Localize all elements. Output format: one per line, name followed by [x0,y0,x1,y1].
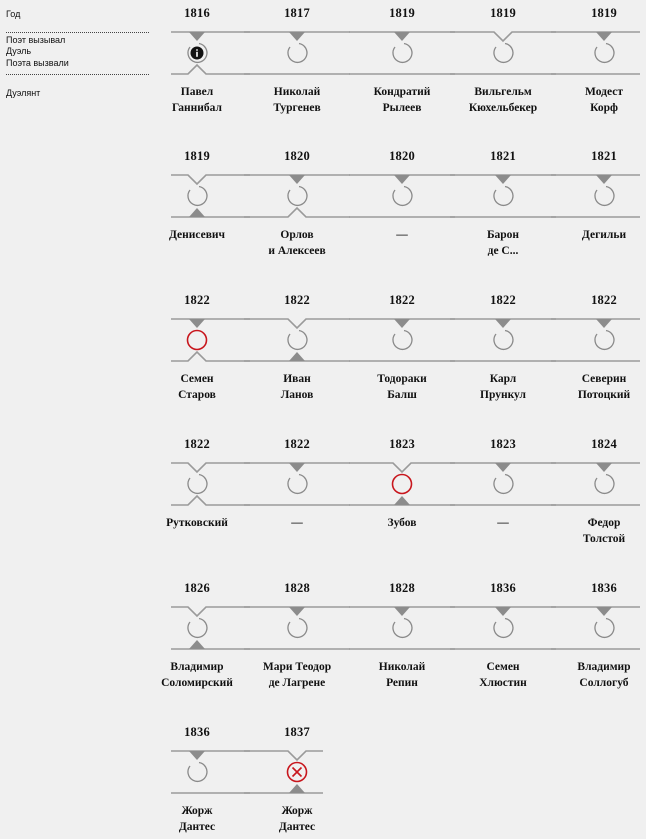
duel-opponent-name: Николай Репин [378,661,426,689]
duel-circle [595,331,614,350]
duel-opponent-name: Карл Прункул [480,373,526,401]
duel-graphic [247,171,347,223]
poet-challenged-marker [596,32,612,41]
duel-item[interactable] [247,287,347,425]
poet-challenged-marker [596,319,612,328]
duel-graphic [554,603,646,655]
duel-graphic [352,28,452,80]
duel-year: 1821 [490,149,516,163]
bottom-line [171,496,250,505]
duel-opponent-name: Вильгельм Кюхельбекер [468,86,538,114]
duel-year: 1822 [184,437,210,451]
duel-circle [188,763,207,782]
duel-year: 1822 [591,293,617,307]
duel-circle [288,475,307,494]
poet-challenged-marker [289,607,305,616]
top-line [349,463,455,472]
bottom-line [171,65,250,74]
duel-graphic [352,459,452,511]
duel-graphic [247,603,347,655]
duel-opponent-name: Кондратий Рылеев [373,86,431,114]
duel-item[interactable] [352,287,452,425]
duel-item[interactable] [352,575,452,713]
duel-item[interactable] [247,719,347,839]
duel-opponent-name: Северин Потоцкий [577,373,631,401]
duel-opponent-name: — [291,517,303,529]
duel-year: 1822 [284,437,310,451]
duel-item[interactable] [147,431,247,569]
duel-circle [494,619,513,638]
duel-item[interactable] [453,287,553,425]
duel-item[interactable] [453,575,553,713]
duel-item[interactable] [554,287,646,425]
duel-item[interactable] [453,431,553,569]
duel-year: 1820 [284,149,310,163]
poet-was-challenged-marker [189,640,205,649]
bottom-line [244,208,350,217]
duel-item[interactable] [247,431,347,569]
duel-item[interactable] [147,143,247,281]
info-icon [191,47,204,60]
duel-opponent-name: Мари Теодор де Лагрене [262,661,332,689]
duel-year: 1823 [389,437,415,451]
poet-was-challenged-marker [189,208,205,217]
duel-circle [595,44,614,63]
duel-graphic [147,171,247,223]
duel-item[interactable] [247,143,347,281]
duel-item[interactable] [554,0,646,138]
duel-opponent-name: Тодораки Балш [377,373,427,401]
duel-opponent-name: Модест Корф [585,86,623,114]
duel-opponent-name: Владимир Соллогуб [577,661,631,689]
duel-item[interactable] [247,575,347,713]
duel-opponent-name: — [497,517,509,529]
duel-graphic [352,171,452,223]
poet-challenged-marker [596,463,612,472]
duel-item[interactable] [352,431,452,569]
duel-year: 1821 [591,149,617,163]
duel-graphic [247,315,347,367]
duel-graphic [147,747,247,799]
legend-poet-challenged: Поэт вызывал [6,35,66,45]
duel-circle [288,44,307,63]
legend-duel: Дуэль [6,46,32,56]
duel-year: 1817 [284,6,310,20]
legend-poet-was-challenged: Поэта вызвали [6,58,69,68]
duel-item[interactable] [147,575,247,713]
duel-year: 1837 [284,725,310,739]
duel-opponent-name: Федор Толстой [582,517,626,545]
duel-year: 1819 [184,149,210,163]
poet-challenged-marker [289,463,305,472]
duel-graphic [247,747,347,799]
duel-circle [595,475,614,494]
duel-graphic [453,459,553,511]
duel-circle [494,331,513,350]
duel-opponent-name: Денисевич [168,229,226,241]
duel-graphic [554,171,646,223]
duel-year: 1836 [591,581,617,595]
duel-graphic [352,315,452,367]
top-line [244,751,323,760]
duel-item[interactable] [453,0,553,138]
top-line [171,607,250,616]
duel-opponent-name: Орлов и Алексеев [268,229,326,257]
poet-challenged-marker [495,319,511,328]
duel-opponent-name: Павел Ганнибал [172,86,222,114]
duel-opponent-name: Семен Хлюстин [479,661,527,689]
duel-graphic [453,171,553,223]
poet-challenged-marker [189,32,205,41]
duel-opponent-name: Николай Тургенев [273,86,321,114]
poet-challenged-marker [596,175,612,184]
poet-challenged-marker [189,751,205,760]
duel-graphic [147,603,247,655]
duel-circle [595,619,614,638]
duel-year: 1819 [490,6,516,20]
poet-challenged-marker [495,607,511,616]
poet-was-challenged-marker [394,496,410,505]
duel-graphic [247,459,347,511]
duel-opponent-name: Жорж Дантес [178,805,216,833]
duel-year: 1819 [591,6,617,20]
duel-opponent-name: Зубов [387,517,417,529]
duel-year: 1820 [389,149,415,163]
duel-item[interactable] [147,0,247,138]
duel-circle [188,331,207,350]
duel-year: 1822 [184,293,210,307]
poet-challenged-marker [394,175,410,184]
duel-opponent-name: Иван Ланов [280,373,314,401]
duel-year: 1816 [184,6,210,20]
duel-opponent-name: Барон де С... [486,229,520,257]
duel-graphic [554,28,646,80]
duel-opponent-name: — [396,229,408,241]
duel-year: 1826 [184,581,210,595]
poet-challenged-marker [289,175,305,184]
duel-graphic [453,315,553,367]
duel-item[interactable] [352,0,452,138]
duel-item[interactable] [247,0,347,138]
poet-challenged-marker [394,607,410,616]
duel-graphic [247,28,347,80]
duel-item[interactable] [147,719,247,839]
duel-circle [494,187,513,206]
duel-year: 1836 [184,725,210,739]
duel-graphic [554,459,646,511]
duel-circle [188,475,207,494]
poet-challenged-marker [596,607,612,616]
poet-challenged-marker [495,463,511,472]
duel-opponent-name: Жорж Дантес [278,805,316,833]
legend-year-label: Год [6,9,21,19]
duel-opponent-name: Дегильи [581,229,627,241]
duel-opponent-name: Семен Старов [178,373,216,401]
duel-graphic [352,603,452,655]
poet-challenged-marker [289,32,305,41]
duel-circle [393,619,412,638]
top-line [171,175,250,184]
duel-graphic [147,28,247,80]
duel-item[interactable] [453,143,553,281]
duel-year: 1822 [284,293,310,307]
duel-graphic [554,315,646,367]
duel-year: 1819 [389,6,415,20]
poet-was-challenged-marker [289,784,305,793]
duel-opponent-name: Рутковский [166,517,228,529]
top-line [450,32,556,41]
legend-opponent-label: Дуэлянт [6,88,41,98]
poet-challenged-marker [394,319,410,328]
duel-year: 1823 [490,437,516,451]
duel-circle [288,331,307,350]
duel-graphic [453,603,553,655]
top-line [244,319,350,328]
duel-circle [595,187,614,206]
poet-was-challenged-marker [289,352,305,361]
duel-item[interactable] [554,575,646,713]
duel-circle [288,619,307,638]
poet-challenged-marker [189,319,205,328]
duel-circle [494,44,513,63]
duel-graphic [147,315,247,367]
duel-year: 1828 [389,581,415,595]
poet-challenged-marker [495,175,511,184]
duel-item[interactable] [352,143,452,281]
cross-icon [293,768,302,777]
duel-year: 1822 [490,293,516,307]
duel-item[interactable] [147,287,247,425]
duel-circle [393,187,412,206]
duel-year: 1828 [284,581,310,595]
duel-year: 1822 [389,293,415,307]
top-line [171,463,250,472]
duel-opponent-name: Владимир Соломирский [161,661,233,689]
duel-item[interactable] [554,431,646,569]
duel-year: 1824 [591,437,617,451]
poet-challenged-marker [394,32,410,41]
duel-circle [188,619,207,638]
duel-item[interactable] [554,143,646,281]
bottom-line [171,352,250,361]
duel-circle [494,475,513,494]
duel-circle [393,331,412,350]
duel-circle [288,187,307,206]
duel-circle [188,187,207,206]
duel-graphic [147,459,247,511]
duel-circle [393,475,412,494]
duel-circle [393,44,412,63]
duel-graphic [453,28,553,80]
duel-year: 1836 [490,581,516,595]
